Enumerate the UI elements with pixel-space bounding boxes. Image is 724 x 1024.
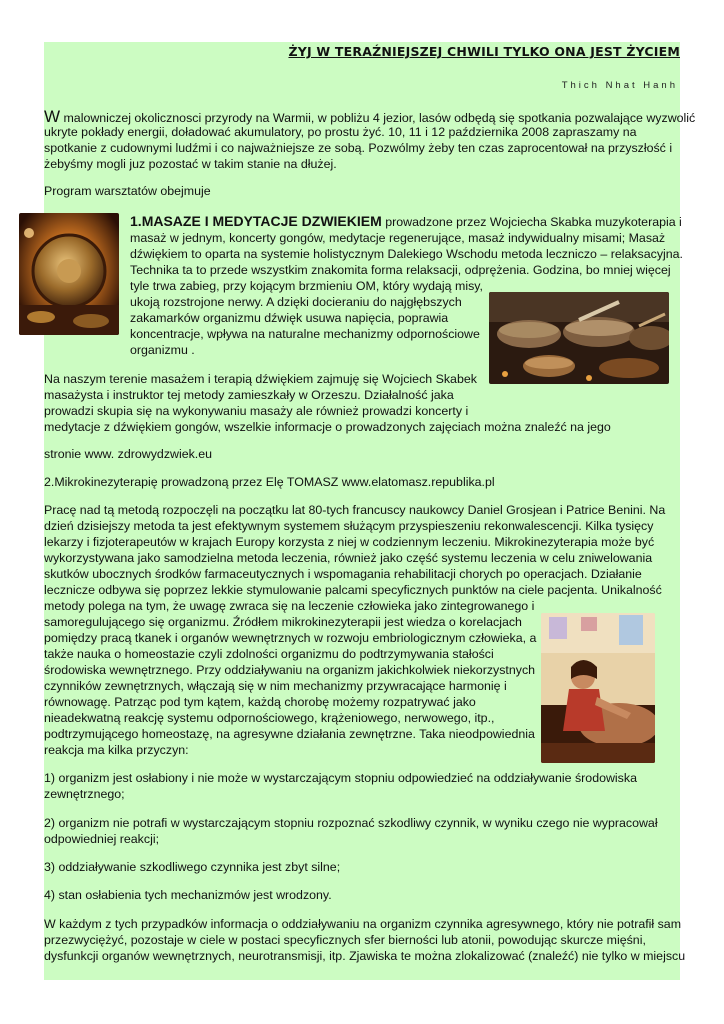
intro-line-1 [44,109,695,126]
gong-photo [19,213,119,335]
section1-line-9: organizmu . [130,343,195,357]
mikro-line-4: wykorzystywana jako samodzielna metoda leczenia, również jako część systemu leczenia w celu zniwelowania [44,551,653,565]
reason-4: 4) stan osłabienia tych mechanizmów jest wrodzony. [44,888,332,902]
skabek-website: stronie www. zdrowydzwiek.eu [44,447,213,461]
skabek-line-3: prowadzi skupia się na wykonywaniu masaży ale również prowadzi koncerty i [44,404,469,418]
mikro-line-1: Pracę nad tą metodą rozpoczęli na początku lat 80-tych francuscy naukowcy Daniel Grosjean i Patrice Benini. Na [44,503,666,517]
mikro-line-2: dzień dzisiejszy metoda ta jest efektywnym systemem służącym przyspieszeniu rekonwalescencji. Kilka tysięcy [44,519,654,533]
mikro-line-14: nieadekwatną reakcję systemu odpornościowego, krążeniowego, nerwowego, itp., [44,711,495,725]
mikro-line-8: samoregulującego się organizmu. Źródłem mikrokinezyterapii jest wiedza o korelacjach [44,615,522,629]
reason-2-line-1: 2) organizm nie potrafi w wystarczającym stopniu rozpoznać szkodliwy czynnik, w wyniku czego nie wypracował [44,816,658,830]
mikro-line-15: podtrzymującego homeostazę, na agresywne działania zewnętrzne. Taka nieodpowiednia [44,727,535,741]
mikro-line-11: środowiska wewnętrznego. Przy oddziaływaniu na organizm jakichkolwiek niekorzystnych [44,663,536,677]
drop-initial: W [44,107,61,126]
section2-heading: 2.Mikrokinezyterapię prowadzoną przez Elę TOMASZ www.elatomasz.republika.pl [44,475,495,489]
page-title: ŻYJ W TERAŹNIEJSZEJ CHWILI TYLKO ONA JEST ŻYCIEM [288,44,680,59]
section1-heading: MASAZE I MEDYTACJE DZWIEKIEM [141,213,382,229]
skabek-line-2: masażysta i instruktor tej metody zamieszkały w Orzeszu. Działalność jaka [44,388,454,402]
section1-line-5: tyle trwa zabieg, przy kojącym brzmieniu OM, który wydają misy, [130,279,483,293]
gong-illustration [19,213,119,335]
intro-line-2: ukryte pokłady energii, doładować akumulatory, po prostu żyć. 10, 11 i 12 października 2008 zapraszamy na [44,125,637,139]
section1-line-6: ukoją rozstrojone nerwy. A dzięki docieraniu do najgłębszych [130,295,462,309]
section1-line-2: masaż w jednym, koncerty gongów, medytacje regenerujące, masaż indywidualny misami; Masaż [130,231,666,245]
section1-line-3: dźwiękiem to oparta na systemie holistycznym Dalekiego Wschodu metoda leczniczo – relaksacyjna. [130,247,684,261]
section1-line-1 [130,214,682,230]
section1-line-1-text: prowadzone przez Wojciecha Skabka muzykoterapia i [381,215,682,229]
mikro-line-13: równowagę. Patrząc pod tym kątem, każdą chorobę możemy rozpatrywać jako [44,695,476,709]
mikro-line-5: skutków ubocznych środków farmaceutycznych i wspomagania rehabilitacji chorych po operacjach. Działanie [44,567,642,581]
singing-bowls-photo [489,292,669,384]
section1-line-8: koncentracje, wpływa na naturalne mechanizmy odpornościowe [130,327,480,341]
mikro-line-16: reakcja ma kilka przyczyn: [44,743,189,757]
singing-bowls-illustration [489,292,669,384]
intro-line-4: żebyśmy mogli juz pozostać w takim stanie na dłużej. [44,157,337,171]
mikro-line-10: także nauka o homeostazie czyli zdolności organizmu do podtrzymywania stałości [44,647,494,661]
section1-line-7: zakamarków organizmu dźwięk usuwa napięcia, poprawia [130,311,449,325]
reason-3: 3) oddziaływanie szkodliwego czynnika jest zbyt silne; [44,860,341,874]
mikro-line-7: metody polega na tym, że uwagę zwraca się na leczenie człowieka jako zintegrowanego i [44,599,535,613]
program-intro: Program warsztatów obejmuje [44,184,211,198]
reason-1-line-1: 1) organizm jest osłabiony i nie może w wystarczającym stopniu odpowiedzieć na oddziaływanie środowiska [44,771,637,785]
intro-line-3: spotkanie z cudownymi ludźmi i co najważniejsze ze sobą. Pozwólmy żeby ten czas zaprocentował na przyszłość i [44,141,673,155]
quote-author: Thich Nhat Hanh [561,80,678,91]
skabek-line-1: Na naszym terenie masażem i terapią dźwiękiem zajmuję się Wojciech Skabek [44,372,477,386]
massage-photo [541,613,655,763]
intro-line-1-text: malowniczej okolicznosci przyrody na Warmii, w pobliżu 4 jezior, lasów odbędą się spotkania pozwalające wyzwolić [60,111,696,125]
reason-2-line-2: odpowiedniej reakcji; [44,832,160,846]
section1-line-4: Technika ta to przede wszystkim znakomita forma relaksacji, odprężenia. Godzina, bo mniej więcej [130,263,671,277]
skabek-line-4: medytacje z dźwiękiem gongów, wszelkie informacje o prowadzonych zajęciach można znaleźć na jego [44,420,611,434]
mikro-line-9: pomiędzy pracą tkanek i organów wewnętrznych w rozwoju embriologicznym człowieka, a [44,631,537,645]
reason-1-line-2: zewnętrznego; [44,787,125,801]
massage-illustration [541,613,655,763]
mikro-line-3: lekarzy i fizjoterapeutów w krajach Europy korzysta z niej w codziennym leczeniu. Mikrokinezyterapia może być [44,535,655,549]
section1-number: 1. [130,213,142,229]
mikro-line-12: czynników zewnętrznych, włączają się w nim mechanizmy przywracające harmonię i [44,679,507,693]
closing-line-1: W każdym z tych przypadków informacja o oddziaływaniu na organizm czynnika agresywnego, który nie potrafił sam [44,917,682,931]
mikro-line-6: lecznicze odbywa się poprzez lekkie stymulowanie palcami specyficznych punktów na ciele pacjenta. Unikalność [44,583,662,597]
closing-line-2: przezwyciężyć, pozostaje w ciele w postaci specyficznych sfer bierności lub atonii, powodując skurcze mięśni, [44,933,646,947]
closing-line-3: dysfunkcji organów wewnętrznych, neurotransmisji, itp. Zjawiska te można zlokalizować (znaleźć) nie tylko w miejscu [44,949,686,963]
